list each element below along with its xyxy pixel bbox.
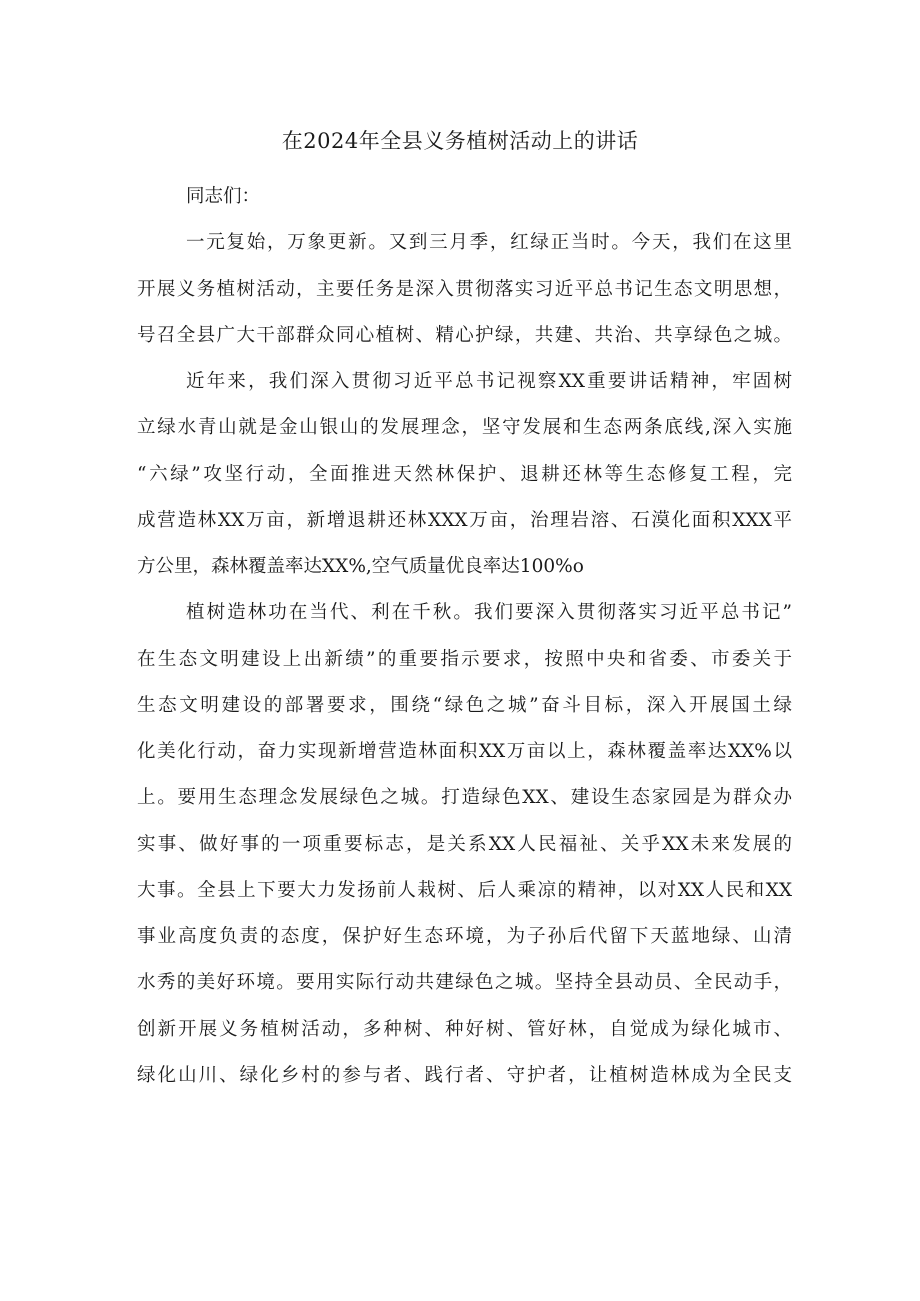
paragraph-line: 大事。全县上下要大力发扬前人栽树、后人乘凉的精神，以对XX人民和XX: [137, 880, 792, 901]
paragraph-line: 号召全县广大干部群众同心植树、精心护绿，共建、共治、共享绿色之城。: [137, 325, 792, 346]
paragraph-line: 事业高度负责的态度，保护好生态环境，为子孙后代留下天蓝地绿、山清: [137, 926, 792, 947]
paragraph-line: 一元复始，万象更新。又到三月季，红绿正当时。今天，我们在这里: [186, 232, 792, 253]
paragraph-line: 成营造林XX万亩，新增退耕还林XXX万亩，治理岩溶、石漠化面积XXX平: [137, 510, 792, 531]
paragraph-line: 方公里，森林覆盖率达XX%,空气质量优良率达100%o: [137, 556, 584, 577]
paragraph-line: 开展义务植树活动，主要任务是深入贯彻落实习近平总书记生态文明思想，: [137, 279, 792, 300]
paragraph-line: 近年来，我们深入贯彻习近平总书记视察XX重要讲话精神，牢固树: [186, 371, 792, 392]
paragraph-line: 绿化山川、绿化乡村的参与者、践行者、守护者，让植树造林成为全民支: [137, 1065, 792, 1086]
paragraph-line: 植树造林功在当代、利在千秋。我们要深入贯彻落实习近平总书记”: [186, 602, 792, 623]
paragraph-line: 立绿水青山就是金山银山的发展理念，坚守发展和生态两条底线,深入实施: [137, 417, 792, 438]
salutation: 同志们：: [186, 186, 261, 207]
paragraph-line: 水秀的美好环境。要用实际行动共建绿色之城。坚持全县动员、全民动手，: [137, 972, 792, 993]
document-title: 在2024年全县义务植树活动上的讲话: [281, 129, 639, 153]
paragraph-line: “六绿”攻坚行动，全面推进天然林保护、退耕还林等生态修复工程，完: [137, 464, 792, 485]
paragraph-line: 创新开展义务植树活动，多种树、种好树、管好林，自觉成为绿化城市、: [137, 1019, 792, 1040]
paragraph-line: 上。要用生态理念发展绿色之城。打造绿色XX、建设生态家园是为群众办: [137, 787, 792, 808]
paragraph-line: 化美化行动，奋力实现新增营造林面积XX万亩以上，森林覆盖率达XX%以: [137, 741, 792, 762]
paragraph-line: 生态文明建设的部署要求，围绕“绿色之城”奋斗目标，深入开展国土绿: [137, 695, 792, 716]
paragraph-line: 实事、做好事的一项重要标志，是关系XX人民福祉、关乎XX未来发展的: [137, 834, 792, 855]
paragraph-line: 在生态文明建设上出新绩”的重要指示要求，按照中央和省委、市委关于: [137, 649, 792, 670]
